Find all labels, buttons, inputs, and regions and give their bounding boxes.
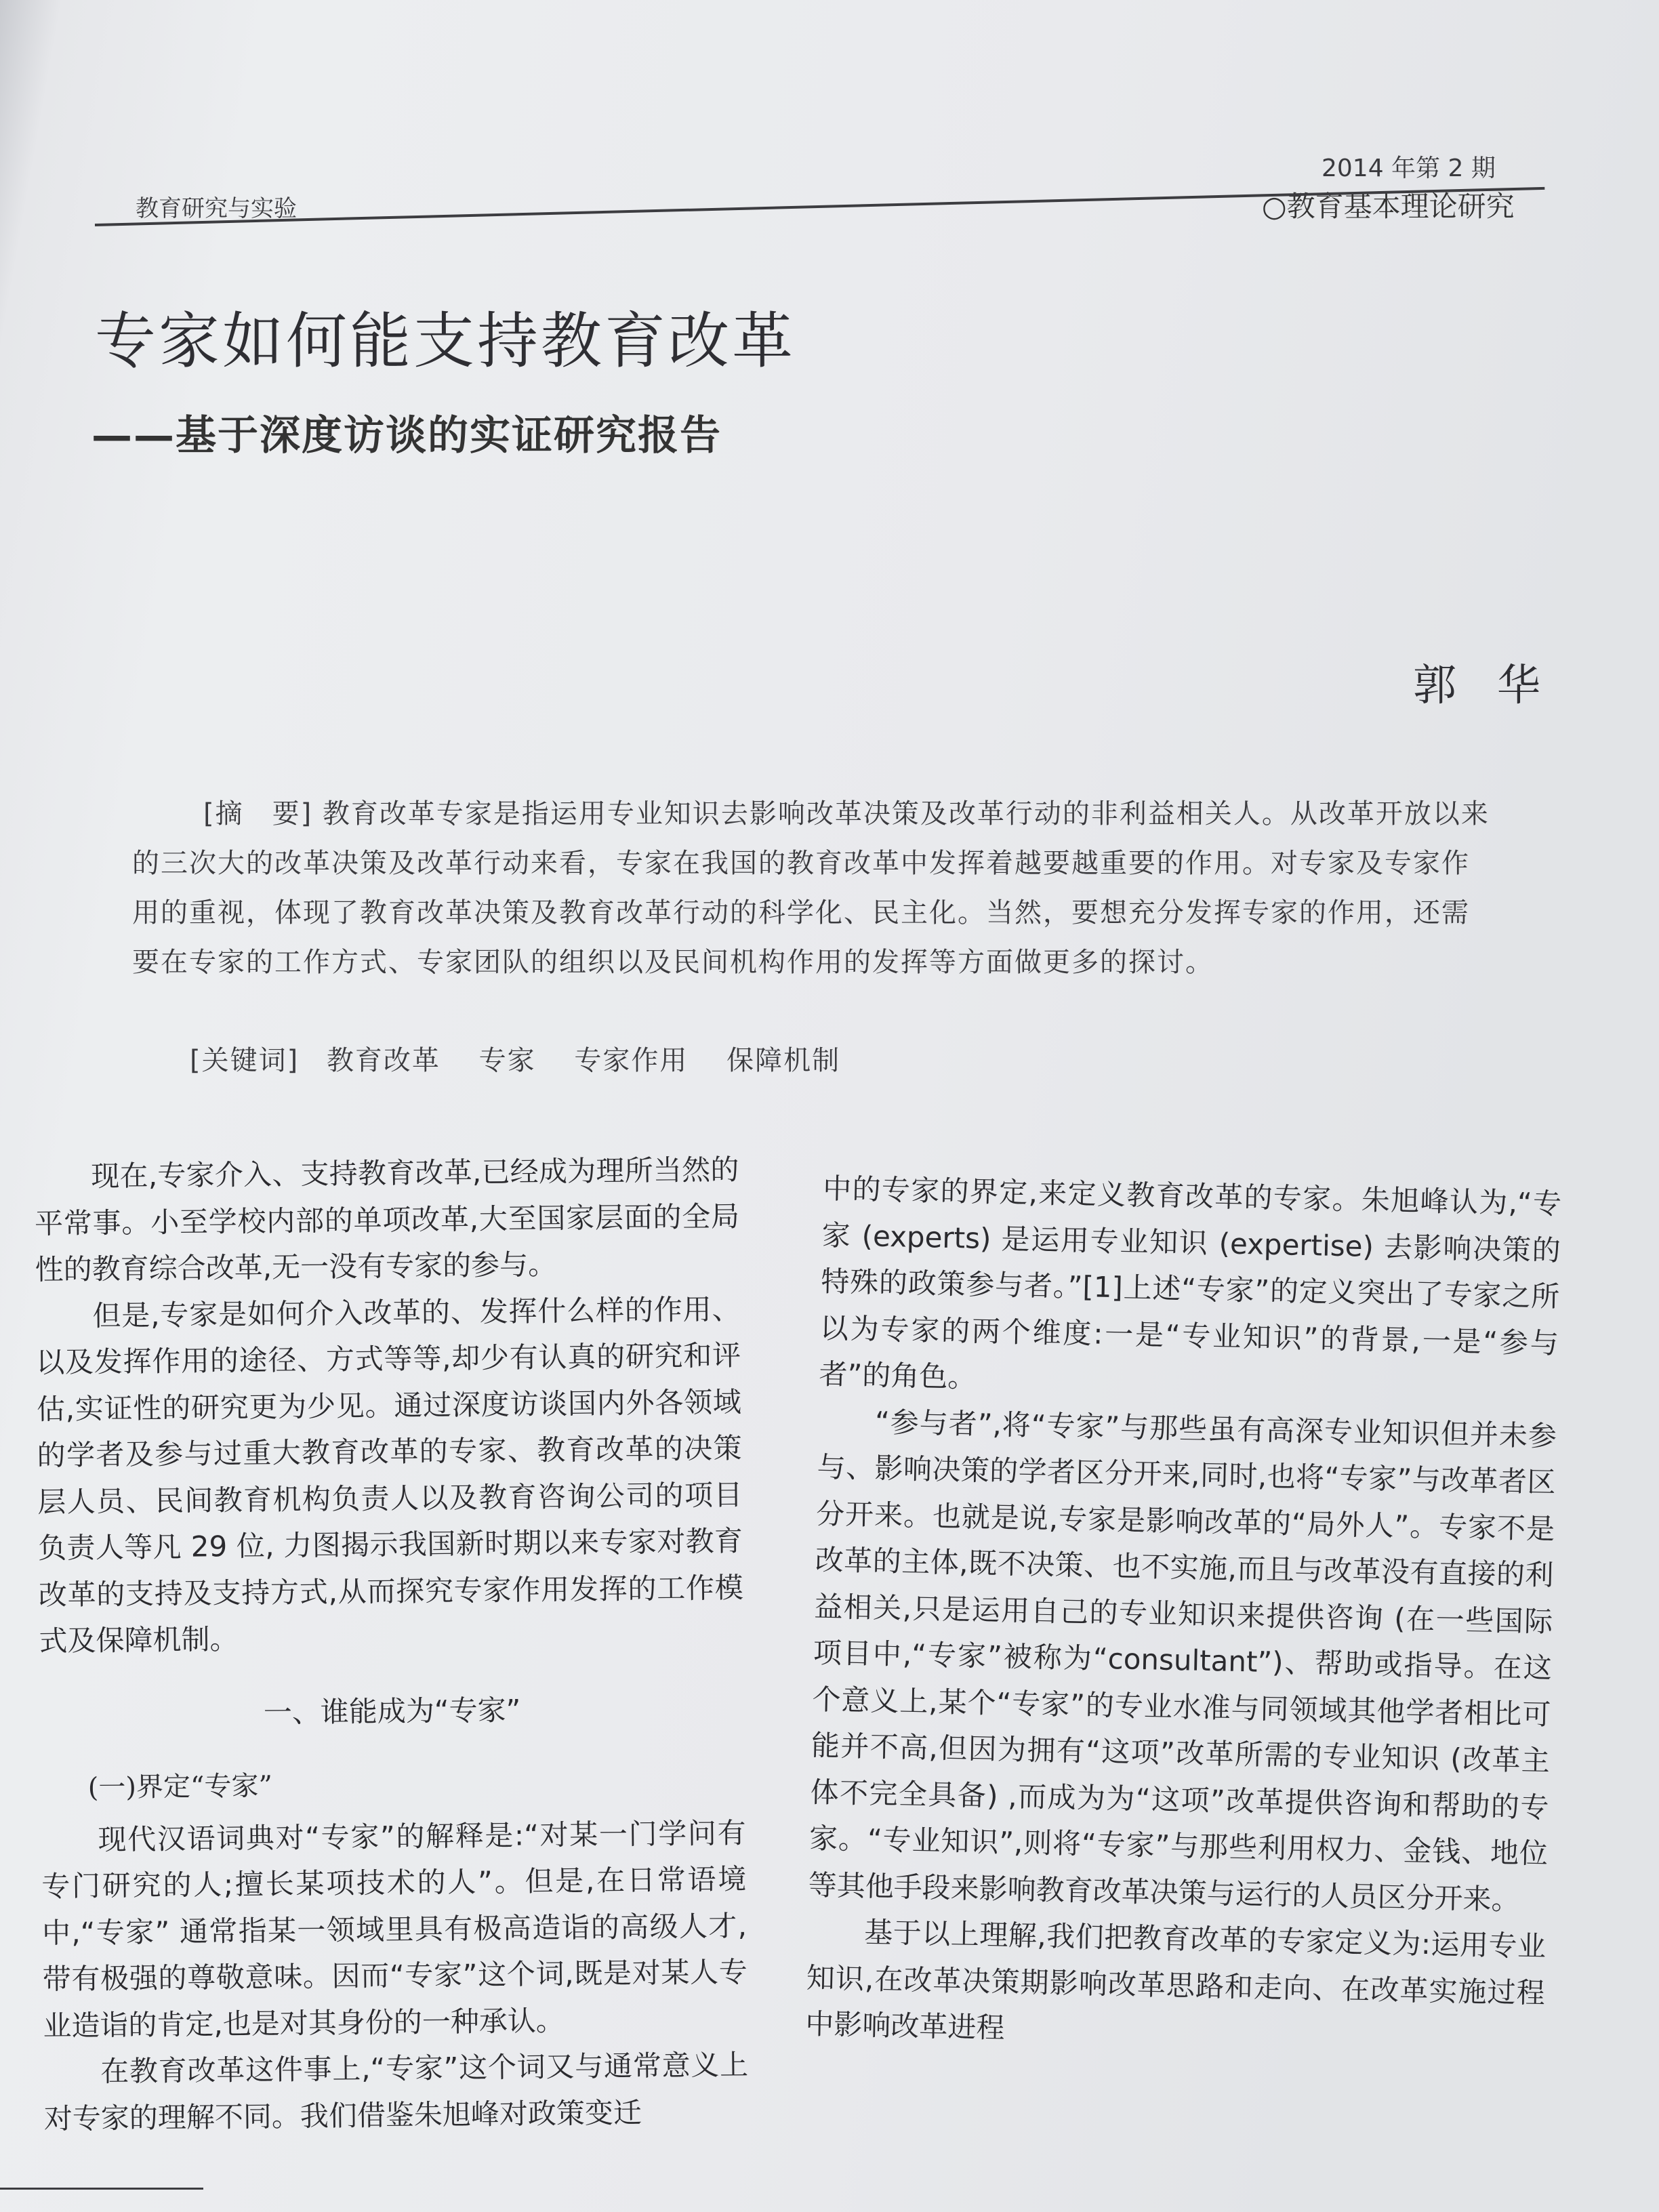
abstract [132,790,1491,987]
paragraph: “参与者”,将“专家”与那些虽有高深专业知识但并未参与、影响决策的学者区分开来,同时,也将“专家”与改革者区分开来。也就是说,专家是影响改革的“局外人”。专家不是改革的主体,既不决策、也不实施,而且与改革没有直接的利益相关,只是运用自己的专业知识来提供咨询 (在一些国际项目中,“专家”被称为“consultant”)、帮助或指导。在这个意义上,某个“专家”的专业水准与同领域其他学者相比可能并不高,但因为拥有“这项”改革所需的专业知识 (改革主体不完全具备) ,而成为为“这项”改革提供咨询和帮助的专家。“专业知识”,则将“专家”与那些利用权力、金钱、地位等其他手段来影响教育改革决策与运行的人员区分开来。 [808,1405,1557,1917]
paragraph: 在教育改革这件事上,“专家”这个词又与通常意义上对专家的理解不同。我们借鉴朱旭峰对政策变迁 [43,2048,749,2135]
article-subtitle: ——基于深度访谈的实证研究报告 [91,412,722,459]
paragraph: 现在,专家介入、支持教育改革,已经成为理所当然的平常事。小至学校内部的单项改革,大至国家层面的全局性的教育综合改革,无一没有专家的参与。 [34,1153,740,1286]
paragraph: 中的专家的界定,来定义教育改革的专家。朱旭峰认为,“专家 (experts) 是运用专业知识 (expertise) 去影响决策的特殊的政策参与者。”[1]上述“专家”的定义突出了专家之所以为专家的两个维度:一是“专业知识”的背景,一是“参与者”的角色。 [819,1171,1562,1394]
keyword: 专家 [478,1045,536,1076]
section-heading: 一、谁能成为“专家” [263,1693,521,1729]
journal-name: 教育研究与实验 [136,195,297,222]
keywords-label: [关键词] [190,1045,300,1076]
footnote-rule [0,2188,203,2190]
keyword: 专家作用 [574,1045,689,1076]
paragraph: 基于以上理解,我们把教育改革的专家定义为:运用专业知识,在改革决策期影响改革思路和走向、在改革实施过程中影响改革进程 [804,1915,1547,2045]
keywords [190,1039,869,1078]
issue-label: 2014 年第 2 期 [1322,155,1496,182]
article-title: 专家如何能支持教育改革 [95,306,796,377]
body-column-left [34,1147,749,2142]
paragraph: 但是,专家是如何介入改革的、发挥什么样的作用、以及发挥作用的途径、方式等等,却少有认真的研究和评估,实证性的研究更为少见。通过深度访谈国内外各领域的学者及参与过重大教育改革的专家、教育改革的决策层人员、民间教育机构负责人以及教育咨询公司的项目负责人等凡 29 位, 力图揭示我国新时期以来专家对教育改革的支持及支持方式,从而探究专家作用发挥的工作模式及保障机制。 [35,1292,744,1658]
keyword: 保障机制 [726,1045,841,1076]
keyword: 教育改革 [326,1045,441,1076]
abstract-text: 教育改革专家是指运用专业知识去影响改革决策及改革行动的非利益相关人。从改革开放以来的三次大的改革决策及改革行动来看，专家在我国的教育改革中发挥着越要越重要的作用。对专家及专家作用的重视，体现了教育改革决策及教育改革行动的科学化、民主化。当然，要想充分发挥专家的作用，还需要在专家的工作方式、专家团队的组织以及民间机构作用的发挥等方面做更多的探讨。 [132,798,1490,978]
section-label: ○教育基本理论研究 [1262,190,1515,223]
paragraph: 现代汉语词典对“专家”的解释是:“对某一门学问有专门研究的人;擅长某项技术的人”。但是,在日常语境中,“专家” 通常指某一领域里具有极高造诣的高级人才,带有极强的尊敬意味。因而“专家”这个词,既是对某人专业造诣的肯定,也是对其身份的一种承认。 [41,1816,747,2043]
abstract-label: [摘 要] [203,798,313,830]
subsection-heading: (一)界定“专家” [87,1770,273,1804]
body-column-right [805,1166,1562,2063]
author-name: 郭华 [1413,661,1581,711]
